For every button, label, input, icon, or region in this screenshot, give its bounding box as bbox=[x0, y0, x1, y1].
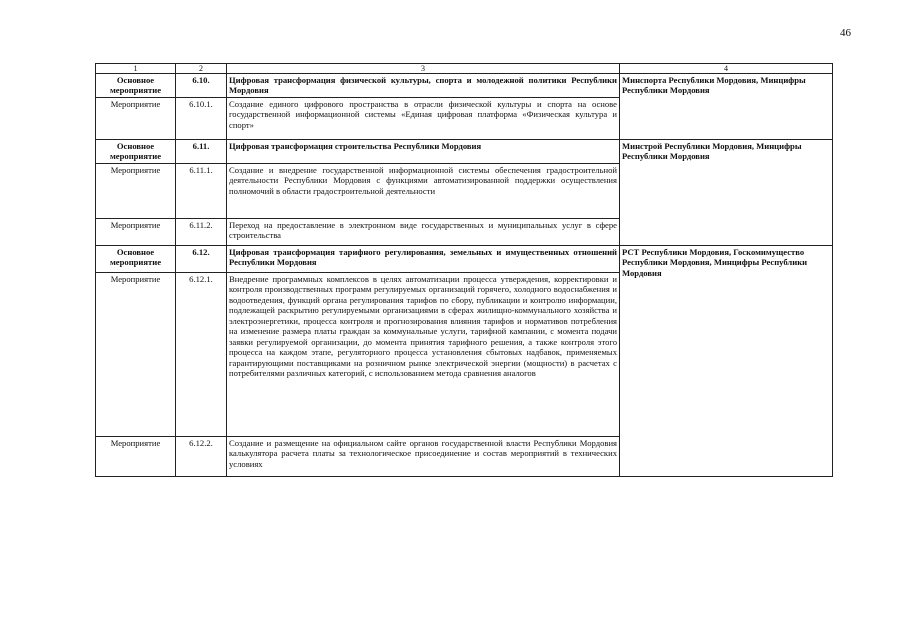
row-number: 6.11.2. bbox=[176, 218, 227, 245]
row-type: Мероприятие bbox=[96, 272, 176, 436]
row-text: Цифровая трансформация тарифного регулирования, земельных и имущественных отношений Республики Мордовия bbox=[227, 245, 620, 272]
header-col-4: 4 bbox=[620, 64, 833, 74]
header-col-3: 3 bbox=[227, 64, 620, 74]
row-type: Мероприятие bbox=[96, 436, 176, 476]
row-responsible: РСТ Республики Мордовия, Госкомимущество Республики Мордовия, Минцифры Республики Мордовия bbox=[620, 245, 833, 476]
row-number: 6.12. bbox=[176, 245, 227, 272]
row-text: Создание и размещение на официальном сайте органов государственной власти Республики Мордовия калькулятора расчета платы за технологическое присоединение и состав мероприятий в технических условиях bbox=[227, 436, 620, 476]
row-text: Переход на предоставление в электронном виде государственных и муниципальных услуг в сфере строительства bbox=[227, 218, 620, 245]
row-type: Мероприятие bbox=[96, 218, 176, 245]
row-type: Основное мероприятие bbox=[96, 245, 176, 272]
row-number: 6.12.1. bbox=[176, 272, 227, 436]
row-number: 6.10. bbox=[176, 74, 227, 98]
table-row bbox=[96, 74, 833, 98]
row-number: 6.11.1. bbox=[176, 163, 227, 218]
row-type: Мероприятие bbox=[96, 163, 176, 218]
program-table bbox=[95, 63, 833, 477]
row-text: Цифровая трансформация строительства Республики Мордовия bbox=[227, 139, 620, 163]
row-text: Создание единого цифрового пространства в отрасли физической культуры и спорта на основе государственной информационной системы «Единая цифровая платформа «Физическая культура и спорт» bbox=[227, 97, 620, 139]
row-type: Основное мероприятие bbox=[96, 139, 176, 163]
row-type: Основное мероприятие bbox=[96, 74, 176, 98]
row-text: Внедрение программных комплексов в целях автоматизации процесса утверждения, корректировки и контроля производственных программ регулируемых организаций горячего, холодного водоснабжения и водоотведения, функций органа регулирования тарифов по сбору, публикации и контролю информации, подлежащей раскрытию регулируемыми организациями в сферах жилищно-коммунального хозяйства и электроэнергетики, процесса контроля и прогнозирования влияния тарифов и нормативов потребления на изменение размера платы граждан за коммунальные услуги, тарифной кампании, с момента подачи заявки регулируемой организации, до момента принятия тарифного решения, а также контроля этого процесса на каждом этапе, регуляторного процесса установления сбытовых надбавок, применяемых гарантирующими поставщиками на розничном рынке электрической энергии (мощности) в расчетах с потребителями различных категорий, с использованием метода сравнения аналогов bbox=[227, 272, 620, 436]
table-row bbox=[96, 139, 833, 163]
page-number: 46 bbox=[840, 27, 851, 39]
row-type: Мероприятие bbox=[96, 97, 176, 139]
row-number: 6.10.1. bbox=[176, 97, 227, 139]
row-responsible: Минстрой Республики Мордовия, Минцифры Республики Мордовия bbox=[620, 139, 833, 245]
header-col-2: 2 bbox=[176, 64, 227, 74]
row-text: Цифровая трансформация физической культуры, спорта и молодежной политики Республики Мордовия bbox=[227, 74, 620, 98]
row-responsible: Минспорта Республики Мордовия, Минцифры Республики Мордовия bbox=[620, 74, 833, 140]
row-text: Создание и внедрение государственной информационной системы обеспечения градостроительной деятельности Республики Мордовия с функциями автоматизированной поддержки осуществления полномочий в области градостроительной деятельности bbox=[227, 163, 620, 218]
row-number: 6.12.2. bbox=[176, 436, 227, 476]
header-col-1: 1 bbox=[96, 64, 176, 74]
table-row bbox=[96, 245, 833, 272]
row-number: 6.11. bbox=[176, 139, 227, 163]
header-row bbox=[96, 64, 833, 74]
